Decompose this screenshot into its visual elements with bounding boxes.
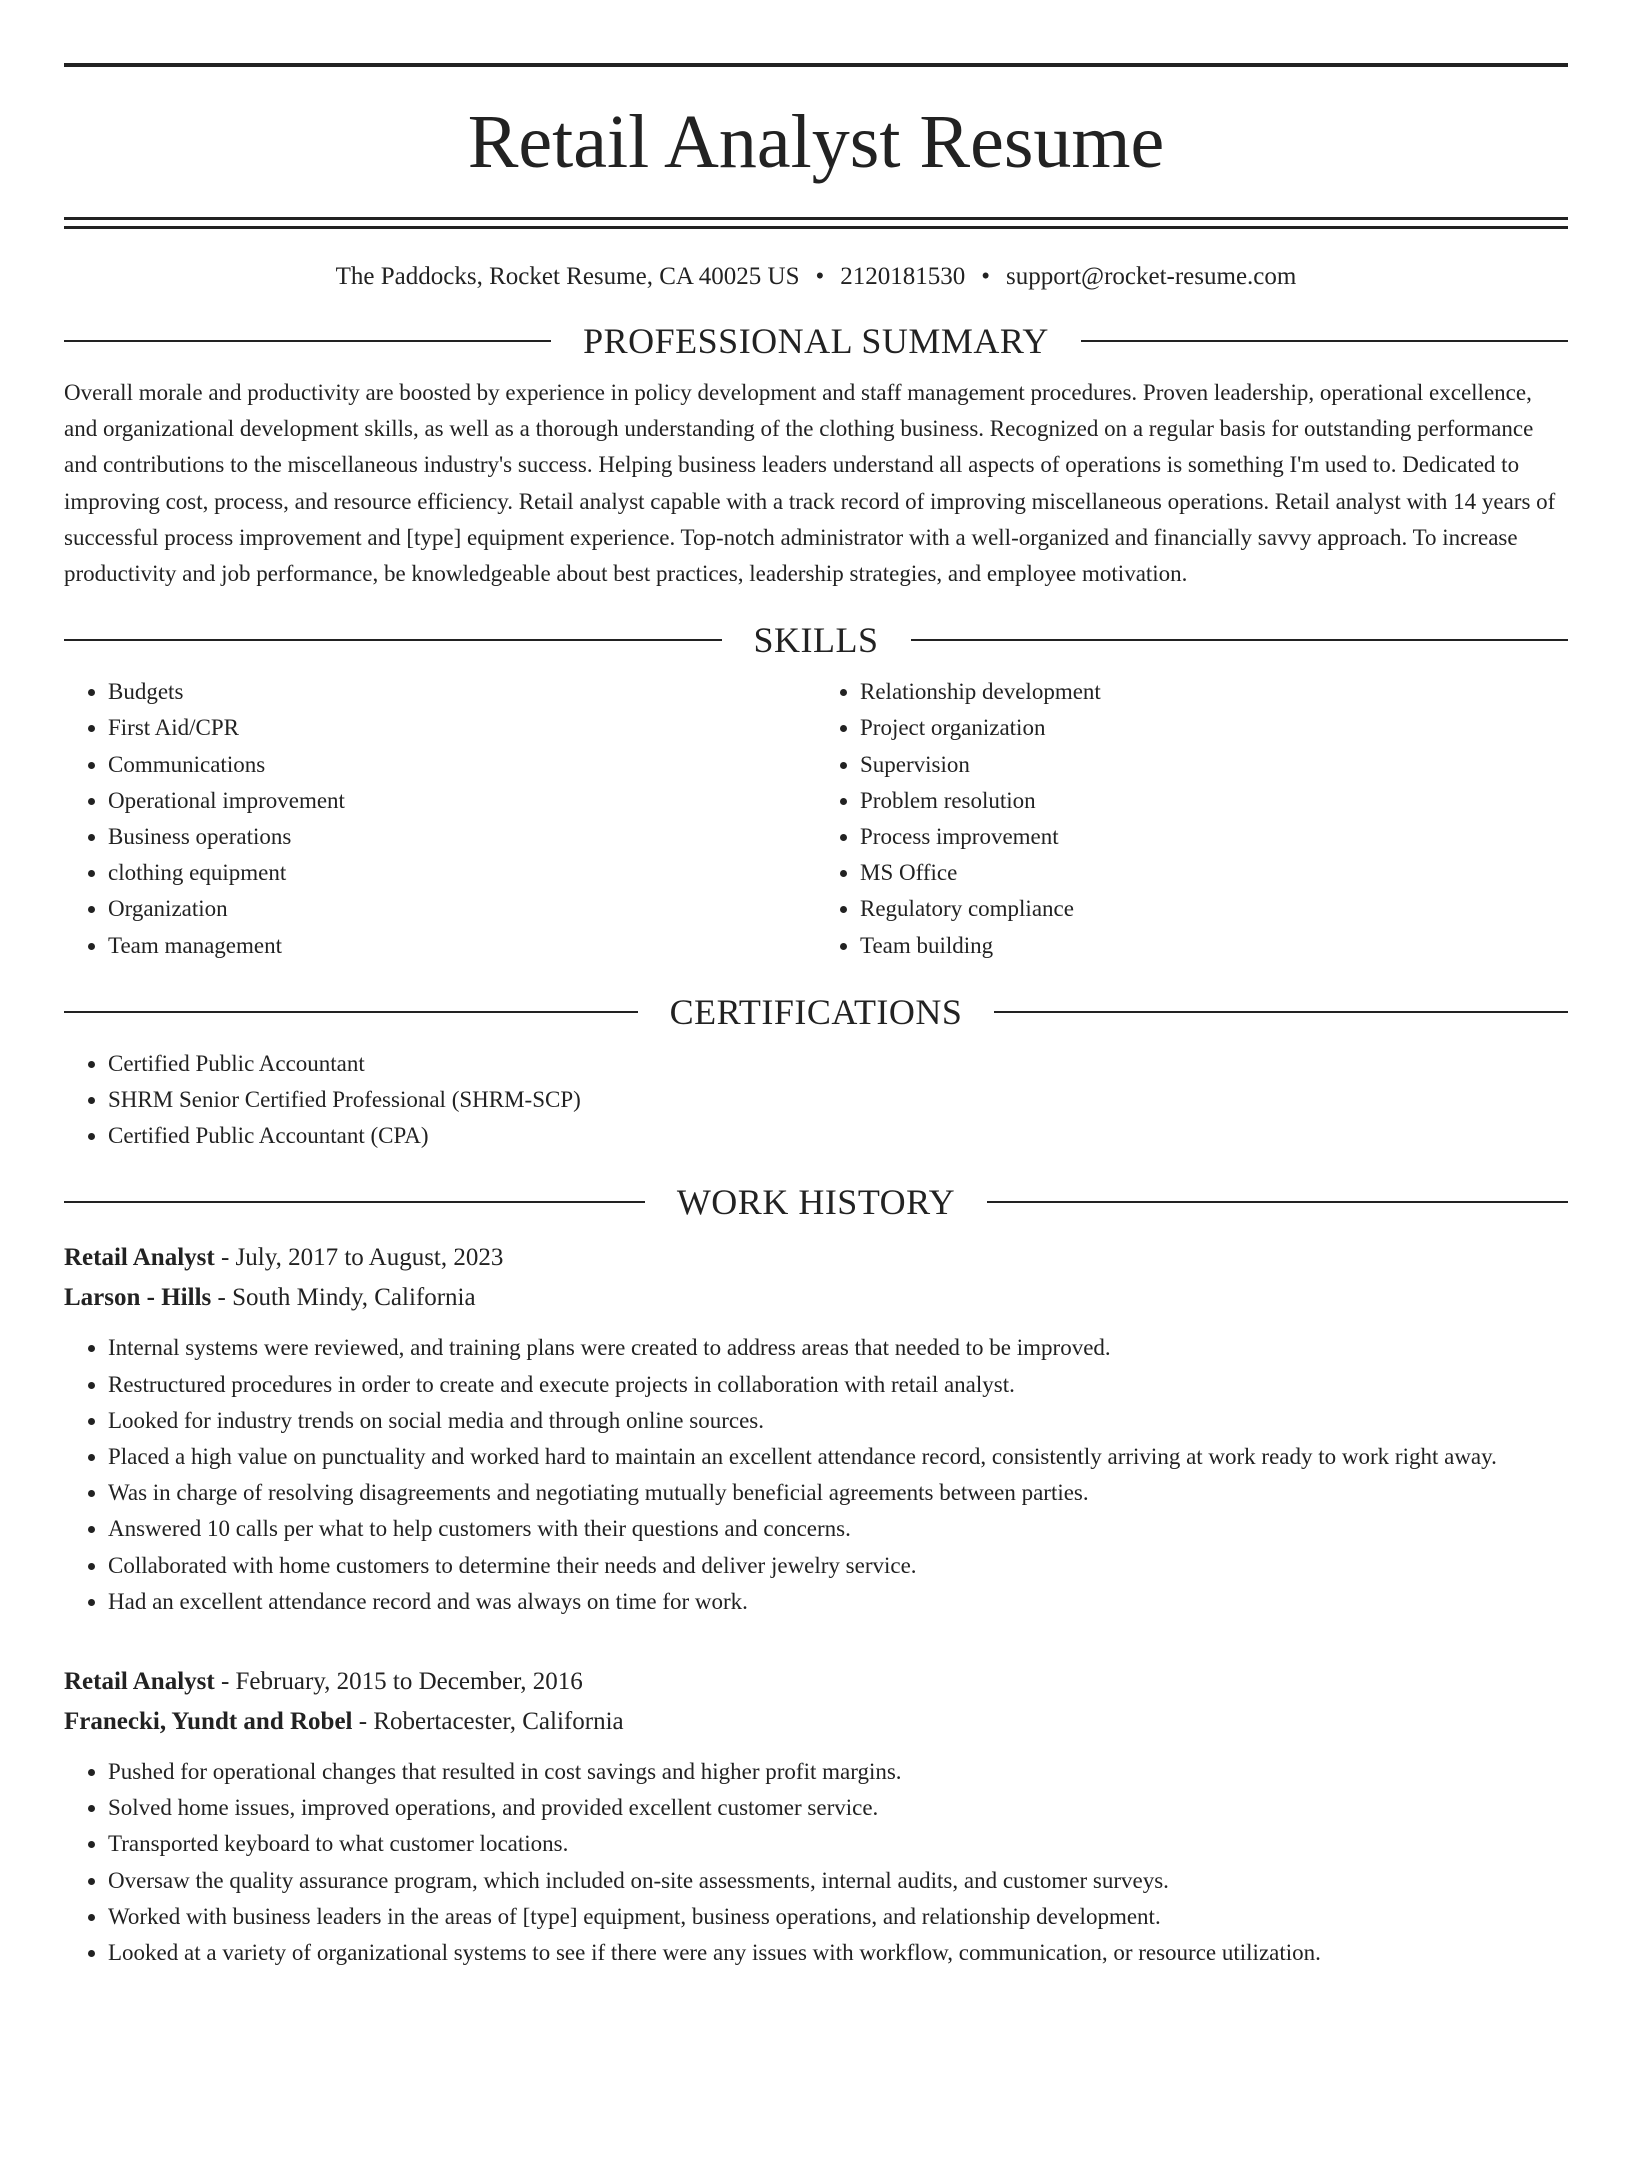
job-bullet: • Solved home issues, improved operations, and provided excellent customer service. (108, 1790, 1568, 1826)
skill-item: • Communications (108, 747, 816, 783)
skills-list (64, 674, 1568, 964)
job-bullet: • Restructured procedures in order to create and execute projects in collaboration with retail analyst. (108, 1367, 1568, 1403)
skill-item: • First Aid/CPR (108, 710, 816, 746)
skill-item: • Organization (108, 891, 816, 927)
title-rule-lower (64, 226, 1568, 229)
skill-item: • Supervision (860, 747, 1568, 783)
contact-separator: • (981, 263, 991, 290)
certification-item: • Certified Public Accountant (108, 1046, 1568, 1082)
job-dates: - July, 2017 to August, 2023 (214, 1244, 504, 1272)
work-history-heading (64, 1180, 1568, 1224)
certification-item: • SHRM Senior Certified Professional (SHRM-SCP) (108, 1082, 1568, 1118)
job-bullet: • Looked for industry trends on social media and through online sources. (108, 1403, 1568, 1439)
heading-rule-left (64, 639, 722, 641)
job-title: Retail Analyst (64, 1244, 215, 1272)
heading-rule-right (1081, 340, 1568, 342)
job-bullet: • Had an excellent attendance record and was always on time for work. (108, 1584, 1568, 1620)
heading-rule-right (987, 1201, 1568, 1203)
resume-page (0, 63, 1632, 2175)
certifications-heading-label: CERTIFICATIONS (669, 991, 963, 1032)
contact-line (64, 261, 1568, 293)
heading-rule-right (994, 1011, 1568, 1013)
job-bullet: • Was in charge of resolving disagreements and negotiating mutually beneficial agreements between parties. (108, 1475, 1568, 1511)
job-title: Retail Analyst (64, 1668, 215, 1696)
skill-item: • Relationship development (860, 674, 1568, 710)
resume-title: Retail Analyst Resume (467, 100, 1165, 184)
skills-heading-label: SKILLS (753, 620, 879, 661)
skill-item: • clothing equipment (108, 855, 816, 891)
work-history-heading-label: WORK HISTORY (676, 1182, 956, 1223)
certification-item: • Certified Public Accountant (CPA) (108, 1118, 1568, 1154)
title-rule-upper (64, 217, 1568, 220)
job-entry (64, 1238, 1568, 1620)
summary-text: Overall morale and productivity are boosted by experience in policy development and staff management procedures. Proven leadership, operational excellence, and organizational development skills, as well as a thorough understanding of the clothing business. Recognized on a regular basis for outstanding performance and contributions to the miscellaneous industry's success. Helping business leaders understand all aspects of operations is something I'm used to. Dedicated to improving cost, process, and resource efficiency. Retail analyst capable with a track record of improving miscellaneous operations. Retail analyst with 14 years of successful process improvement and [type] equipment experience. Top-notch administrator with a well-organized and financially savvy approach. To increase productivity and job performance, be knowledgeable about best practices, leadership strategies, and employee motivation. (64, 380, 1556, 587)
job-bullets (64, 1330, 1568, 1620)
job-bullet: • Answered 10 calls per what to help customers with their questions and concerns. (108, 1511, 1568, 1547)
contact-address: The Paddocks, Rocket Resume, CA 40025 US (335, 263, 800, 290)
skill-item: • MS Office (860, 855, 1568, 891)
contact-separator: • (815, 263, 825, 290)
skill-item: • Regulatory compliance (860, 891, 1568, 927)
skill-item: • Process improvement (860, 819, 1568, 855)
contact-phone: 2120181530 (840, 263, 966, 290)
skill-item: • Project organization (860, 710, 1568, 746)
job-bullet: • Worked with business leaders in the areas of [type] equipment, business operations, and relationship development. (108, 1899, 1568, 1935)
job-title-line (64, 1662, 1568, 1702)
heading-rule-right (911, 639, 1569, 641)
skill-item: • Team management (108, 928, 816, 964)
job-bullets (64, 1754, 1568, 1971)
summary-heading-label: PROFESSIONAL SUMMARY (583, 321, 1049, 361)
job-company: Larson - Hills (64, 1284, 212, 1312)
job-bullet: • Transported keyboard to what customer locations. (108, 1826, 1568, 1862)
summary-heading (64, 319, 1568, 363)
skills-column-right (816, 674, 1568, 964)
contact-email: support@rocket-resume.com (1006, 263, 1297, 290)
skill-item: • Team building (860, 928, 1568, 964)
skill-item: • Operational improvement (108, 783, 816, 819)
job-company: Franecki, Yundt and Robel (64, 1708, 353, 1736)
job-bullet: • Looked at a variety of organizational systems to see if there were any issues with workflow, communication, or resource utilization. (108, 1935, 1568, 1971)
heading-rule-left (64, 1011, 638, 1013)
job-bullet: • Pushed for operational changes that resulted in cost savings and higher profit margins. (108, 1754, 1568, 1790)
skills-list-left (64, 674, 816, 964)
job-bullet: • Oversaw the quality assurance program, which included on-site assessments, internal audits, and customer surveys. (108, 1863, 1568, 1899)
heading-rule-left (64, 1201, 645, 1203)
skill-item: • Problem resolution (860, 783, 1568, 819)
job-entry (64, 1662, 1568, 1971)
job-bullet: • Collaborated with home customers to determine their needs and deliver jewelry service. (108, 1548, 1568, 1584)
skills-column-left (64, 674, 816, 964)
skills-heading (64, 618, 1568, 662)
skill-item: • Budgets (108, 674, 816, 710)
job-bullet: • Internal systems were reviewed, and training plans were created to address areas that needed to be improved. (108, 1330, 1568, 1366)
job-location: - Robertacester, California (352, 1708, 624, 1736)
heading-rule-left (64, 340, 551, 342)
skills-list-right (816, 674, 1568, 964)
certifications-list (64, 1046, 1568, 1155)
skill-item: • Business operations (108, 819, 816, 855)
job-company-line (64, 1278, 1568, 1318)
job-company-line (64, 1702, 1568, 1742)
top-rule (64, 63, 1568, 67)
job-bullet: • Placed a high value on punctuality and worked hard to maintain an excellent attendance record, consistently arriving at work ready to work right away. (108, 1439, 1568, 1475)
job-dates: - February, 2015 to December, 2016 (214, 1668, 583, 1696)
job-location: - South Mindy, California (211, 1284, 476, 1312)
job-title-line (64, 1238, 1568, 1278)
certifications-heading (64, 990, 1568, 1034)
